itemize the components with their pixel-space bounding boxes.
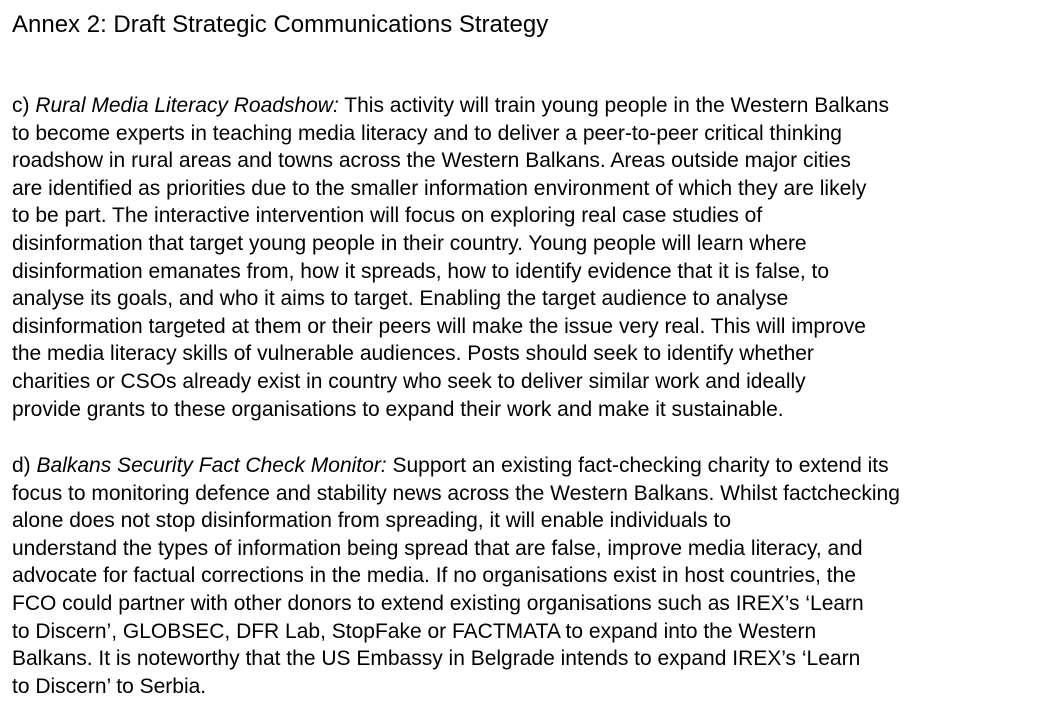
document-title: Annex 2: Draft Strategic Communications Strategy bbox=[12, 11, 549, 38]
section-d-line: to Discern’ to Serbia. bbox=[12, 674, 207, 698]
section-c-line: disinformation emanates from, how it spreads, how to identify evidence that it is false, to bbox=[12, 259, 830, 283]
section-c-line: the media literacy skills of vulnerable audiences. Posts should seek to identify whether bbox=[12, 342, 814, 366]
section-d-prefix: d) bbox=[12, 454, 37, 477]
section-d-line: understand the types of information being spread that are false, improve media literacy, and bbox=[12, 536, 863, 560]
section-d-line: focus to monitoring defence and stability news across the Western Balkans. Whilst factchecking bbox=[12, 481, 900, 505]
section-c-line: charities or CSOs already exist in country who seek to deliver similar work and ideally bbox=[12, 369, 806, 393]
section-d-line bbox=[12, 452, 1036, 480]
section-c-line: analyse its goals, and who it aims to target. Enabling the target audience to analyse bbox=[12, 287, 789, 311]
section-c-line: roadshow in rural areas and towns across the Western Balkans. Areas outside major cities bbox=[12, 149, 851, 173]
section-d-line: to Discern’, GLOBSEC, DFR Lab, StopFake or FACTMATA to expand into the Western bbox=[12, 619, 817, 643]
section-d-line-text: Support an existing fact-checking charity to extend its bbox=[386, 454, 889, 477]
section-c-line: disinformation targeted at them or their peers will make the issue very real. This will improve bbox=[12, 314, 866, 338]
section-d-paragraph bbox=[12, 452, 1036, 700]
section-c-prefix: c) bbox=[12, 94, 36, 117]
section-c-line bbox=[12, 92, 1036, 120]
section-c-line-text: This activity will train young people in the Western Balkans bbox=[338, 94, 889, 117]
section-d-heading: Balkans Security Fact Check Monitor: bbox=[36, 454, 387, 477]
section-c-line: to be part. The interactive intervention will focus on exploring real case studies of bbox=[12, 204, 763, 228]
section-c-line: are identified as priorities due to the smaller information environment of which they are likely bbox=[12, 176, 867, 200]
section-c-heading: Rural Media Literacy Roadshow: bbox=[35, 94, 339, 117]
section-c-line: provide grants to these organisations to expand their work and make it sustainable. bbox=[12, 397, 784, 421]
section-d-line: Balkans. It is noteworthy that the US Embassy in Belgrade intends to expand IREX’s ‘Learn bbox=[12, 647, 861, 671]
section-d-line: advocate for factual corrections in the media. If no organisations exist in host countries, the bbox=[12, 564, 856, 588]
section-d-line: alone does not stop disinformation from spreading, it will enable individuals to bbox=[12, 509, 732, 533]
section-c-line: to become experts in teaching media literacy and to deliver a peer-to-peer critical thinking bbox=[12, 121, 842, 145]
section-d-line: FCO could partner with other donors to extend existing organisations such as IREX’s ‘Learn bbox=[12, 591, 864, 615]
section-c-paragraph bbox=[12, 92, 1036, 423]
section-c-line: disinformation that target young people in their country. Young people will learn where bbox=[12, 231, 807, 255]
